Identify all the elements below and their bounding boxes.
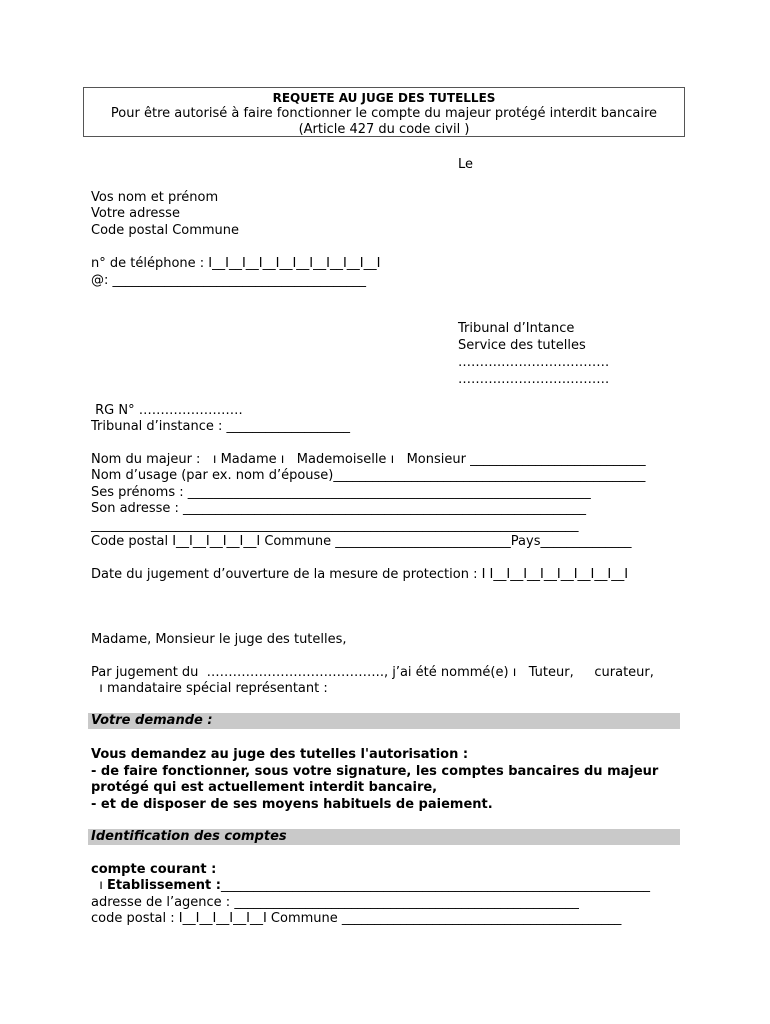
document-title: REQUETE AU JUGE DES TUTELLES bbox=[272, 91, 496, 105]
address-field-2[interactable]: ___________________________________________________________________________ bbox=[91, 518, 579, 533]
section-demande-header: Votre demande : bbox=[88, 713, 680, 729]
compte-courant-label: compte courant : bbox=[91, 862, 217, 877]
sender-name: Vos nom et prénom bbox=[91, 190, 219, 205]
mandataire-line[interactable]: ı mandataire spécial représentant : bbox=[91, 681, 328, 696]
etablissement-field[interactable] bbox=[91, 878, 650, 894]
etablissement-prefix: ı bbox=[91, 878, 108, 893]
etablissement-label: Etablissement : bbox=[107, 878, 221, 893]
postal-field[interactable]: Code postal I__I__I__I__I__I Commune ___________________________Pays______________ bbox=[91, 534, 632, 549]
recipient-dots-1[interactable]: ……….…………….……… bbox=[458, 355, 610, 370]
first-names-field[interactable]: Ses prénoms : ______________________________________________________________ bbox=[91, 485, 591, 500]
demande-line-2: - de faire fonctionner, sous votre signature, les comptes bancaires du majeur bbox=[91, 764, 659, 779]
salutation: Madame, Monsieur le juge des tutelles, bbox=[91, 632, 347, 647]
agence-address-field[interactable]: adresse de l’agence : _____________________________________________________ bbox=[91, 895, 579, 910]
header-box bbox=[83, 87, 685, 137]
address-field[interactable]: Son adresse : ______________________________________________________________ bbox=[91, 501, 587, 516]
tribunal-field[interactable]: Tribunal d’instance : ___________________ bbox=[91, 419, 351, 434]
sender-address: Votre adresse bbox=[91, 206, 180, 221]
demande-line-4: - et de disposer de ses moyens habituels de paiement. bbox=[91, 797, 493, 812]
majeur-name-field[interactable]: Nom du majeur : ı Madame ı Mademoiselle ı Monsieur ___________________________ bbox=[91, 452, 646, 467]
etablissement-line[interactable]: __________________________________________________________________ bbox=[220, 878, 650, 893]
recipient-service: Service des tutelles bbox=[458, 338, 586, 353]
recipient-dots-2[interactable]: ……….…………….……… bbox=[458, 372, 610, 387]
document-subtitle: Pour être autorisé à faire fonctionner le compte du majeur protégé interdit bancaire bbox=[110, 106, 658, 121]
judgment-date-field[interactable]: Date du jugement d’ouverture de la mesure de protection : I I__I__I__I__I__I__I__I__I bbox=[91, 567, 629, 582]
usage-name-field[interactable]: Nom d’usage (par ex. nom d’épouse)________________________________________________ bbox=[91, 468, 646, 483]
section-comptes-header: Identification des comptes bbox=[88, 829, 680, 845]
sender-postal: Code postal Commune bbox=[91, 223, 240, 238]
recipient-tribunal: Tribunal d’Intance bbox=[458, 321, 575, 336]
agence-postal-field[interactable]: code postal : I__I__I__I__I__I Commune ___________________________________________ bbox=[91, 911, 622, 926]
demande-line-3: protégé qui est actuellement interdit bancaire, bbox=[91, 780, 438, 795]
demande-line-1: Vous demandez au juge des tutelles l'autorisation : bbox=[91, 747, 469, 762]
phone-field[interactable]: n° de téléphone : I__I__I__I__I__I__I__I__I__I__I bbox=[91, 256, 381, 271]
judgment-paragraph[interactable]: Par jugement du ………………………………….., j’ai été nommé(e) ı Tuteur, curateur, bbox=[91, 665, 654, 680]
rg-number-field[interactable]: RG N° …………………… bbox=[91, 403, 243, 418]
document-article: (Article 427 du code civil ) bbox=[298, 122, 470, 137]
email-field[interactable]: @: _______________________________________ bbox=[91, 273, 367, 288]
date-label: Le bbox=[458, 157, 474, 172]
